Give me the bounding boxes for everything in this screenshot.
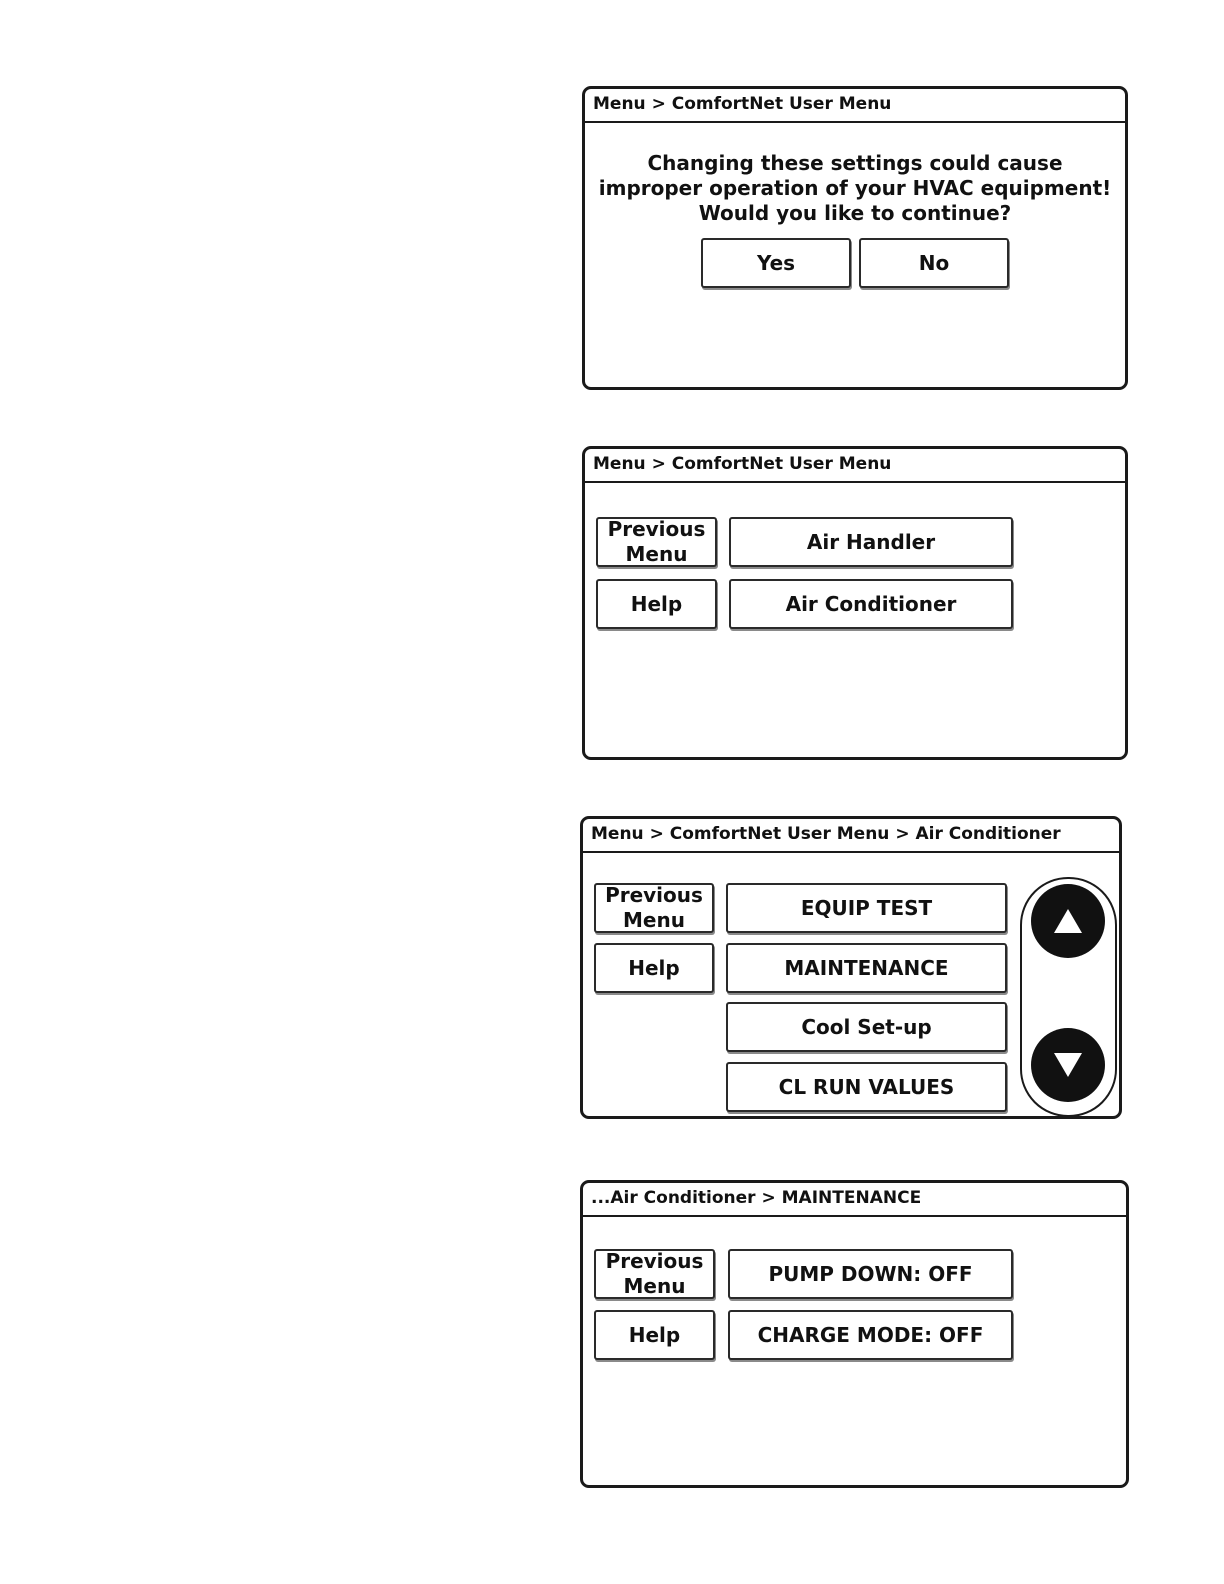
yes-button[interactable]: Yes [701,238,851,288]
pump-down-toggle[interactable]: PUMP DOWN: OFF [728,1249,1013,1299]
air-conditioner-menu-screen [580,816,1122,1119]
air-conditioner-button[interactable]: Air Conditioner [729,579,1013,629]
cl-run-values-button[interactable]: CL RUN VALUES [726,1062,1007,1112]
breadcrumb: Menu > ComfortNet User Menu [585,449,1125,483]
equip-test-button[interactable]: EQUIP TEST [726,883,1007,933]
breadcrumb: Menu > ComfortNet User Menu [585,89,1125,123]
breadcrumb: ...Air Conditioner > MAINTENANCE [583,1183,1126,1217]
breadcrumb: Menu > ComfortNet User Menu > Air Conditioner [583,819,1119,853]
previous-menu-button[interactable]: Previous Menu [596,517,717,567]
comfortnet-user-menu-screen [582,446,1128,760]
air-handler-button[interactable]: Air Handler [729,517,1013,567]
up-triangle-icon [1053,908,1083,934]
scroll-up-button[interactable] [1031,884,1105,958]
warning-message: Changing these settings could cause improper operation of your HVAC equipment! Would you like to continue? [598,151,1112,225]
help-button[interactable]: Help [594,1310,715,1360]
down-triangle-icon [1053,1052,1083,1078]
maintenance-button[interactable]: MAINTENANCE [726,943,1007,993]
previous-menu-button[interactable]: Previous Menu [594,883,714,933]
confirm-dialog-screen [582,86,1128,390]
scroll-down-button[interactable] [1031,1028,1105,1102]
help-button[interactable]: Help [596,579,717,629]
previous-menu-button[interactable]: Previous Menu [594,1249,715,1299]
no-button[interactable]: No [859,238,1009,288]
charge-mode-toggle[interactable]: CHARGE MODE: OFF [728,1310,1013,1360]
help-button[interactable]: Help [594,943,714,993]
maintenance-screen [580,1180,1129,1488]
cool-setup-button[interactable]: Cool Set-up [726,1002,1007,1052]
